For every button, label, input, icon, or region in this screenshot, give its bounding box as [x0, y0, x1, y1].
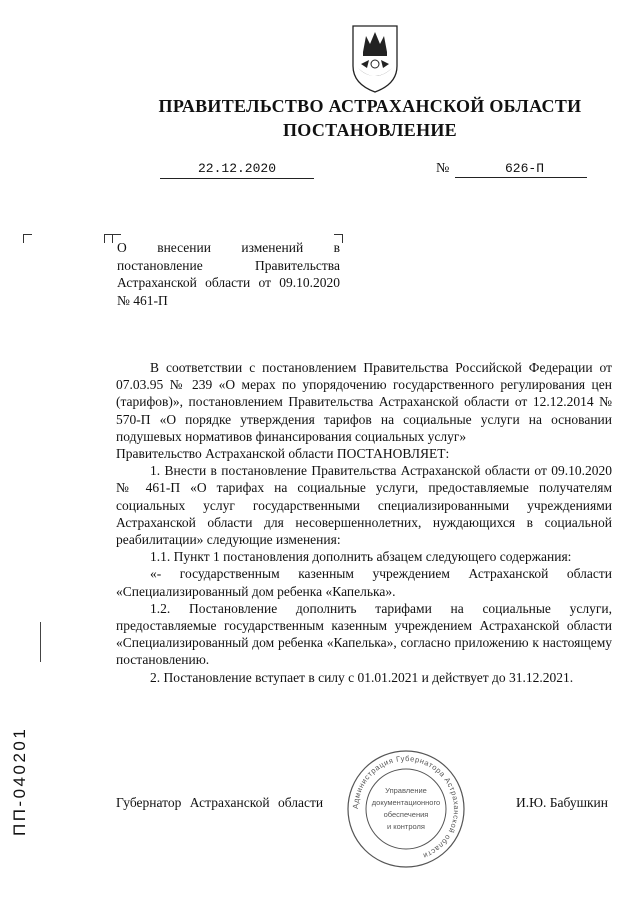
stamp-line-4: и контроля	[386, 822, 426, 831]
margin-mark	[40, 622, 41, 662]
coat-of-arms-emblem	[350, 22, 400, 94]
clause-1-1: 1.1. Пункт 1 постановления дополнить абзацем следующего содержания:	[150, 549, 572, 565]
document-type: ПОСТАНОВЛЕНИЕ	[283, 120, 457, 140]
document-body	[116, 359, 612, 686]
bracket-corner-top-left	[23, 234, 32, 243]
document-date: 22.12.2020	[160, 161, 314, 179]
clause-1-2: 1.2. Постановление дополнить тарифами на социальные услуги, предоставляемые государственным казенным учреждением Астраханской области «Специализированный дом ребенка «Капелька», согласно приложению к настоящему постановлению.	[116, 600, 612, 668]
stamp-line-2: документационного	[371, 798, 441, 807]
official-stamp	[345, 748, 467, 870]
stamp-line-1: Управление	[385, 786, 427, 795]
number-sign: №	[436, 161, 450, 176]
government-title: ПРАВИТЕЛЬСТВО АСТРАХАНСКОЙ ОБЛАСТИ	[158, 96, 582, 116]
clause-1: 1. Внести в постановление Правительства Астраханской области от 09.10.2020 № 461-П «О тарифах на социальные услуги, предоставляемые получателям социальных услуг государственными специализированными учреждениями Астраханской области для несовершеннолетних, нуждающихся в социальной реабилитации» следующие изменения:	[116, 463, 612, 548]
serial-number: ПП-040201	[10, 726, 29, 836]
document-number: 626-П	[455, 161, 587, 178]
signatory-position: Губернатор Астраханской области	[116, 795, 324, 810]
stamp-line-3: обеспечения	[383, 810, 429, 819]
clause-2: 2. Постановление вступает в силу с 01.01.2021 и действует до 31.12.2021.	[150, 669, 574, 685]
stamp-ring-text: Администрация Губернатора Астраханской области	[350, 753, 462, 861]
clause-1-1-text: «- государственным казенным учреждением Астраханской области «Специализированный дом ребенка «Капелька».	[116, 566, 612, 599]
svg-text:Администрация Губернатора Астр	[351, 754, 461, 861]
resolution-statement: Правительство Астраханской области ПОСТАНОВЛЯЕТ:	[116, 446, 450, 462]
document-subject: О внесении изменений в постановление Правительства Астраханской области от 09.10.2020 № 461-П	[117, 240, 340, 308]
preamble-paragraph: В соответствии с постановлением Правительства Российской Федерации от 07.03.95 № 239 «О мерах по упорядочению государственного регулирования цен (тарифов)», постановлением Правительства Астраханской области от 12.12.2014 № 570-П «О порядке утверждения тарифов на социальные услуги на основании подушевых нормативов финансирования социальных услуг»	[116, 360, 612, 444]
signatory-name: И.Ю. Бабушкин	[515, 795, 608, 810]
